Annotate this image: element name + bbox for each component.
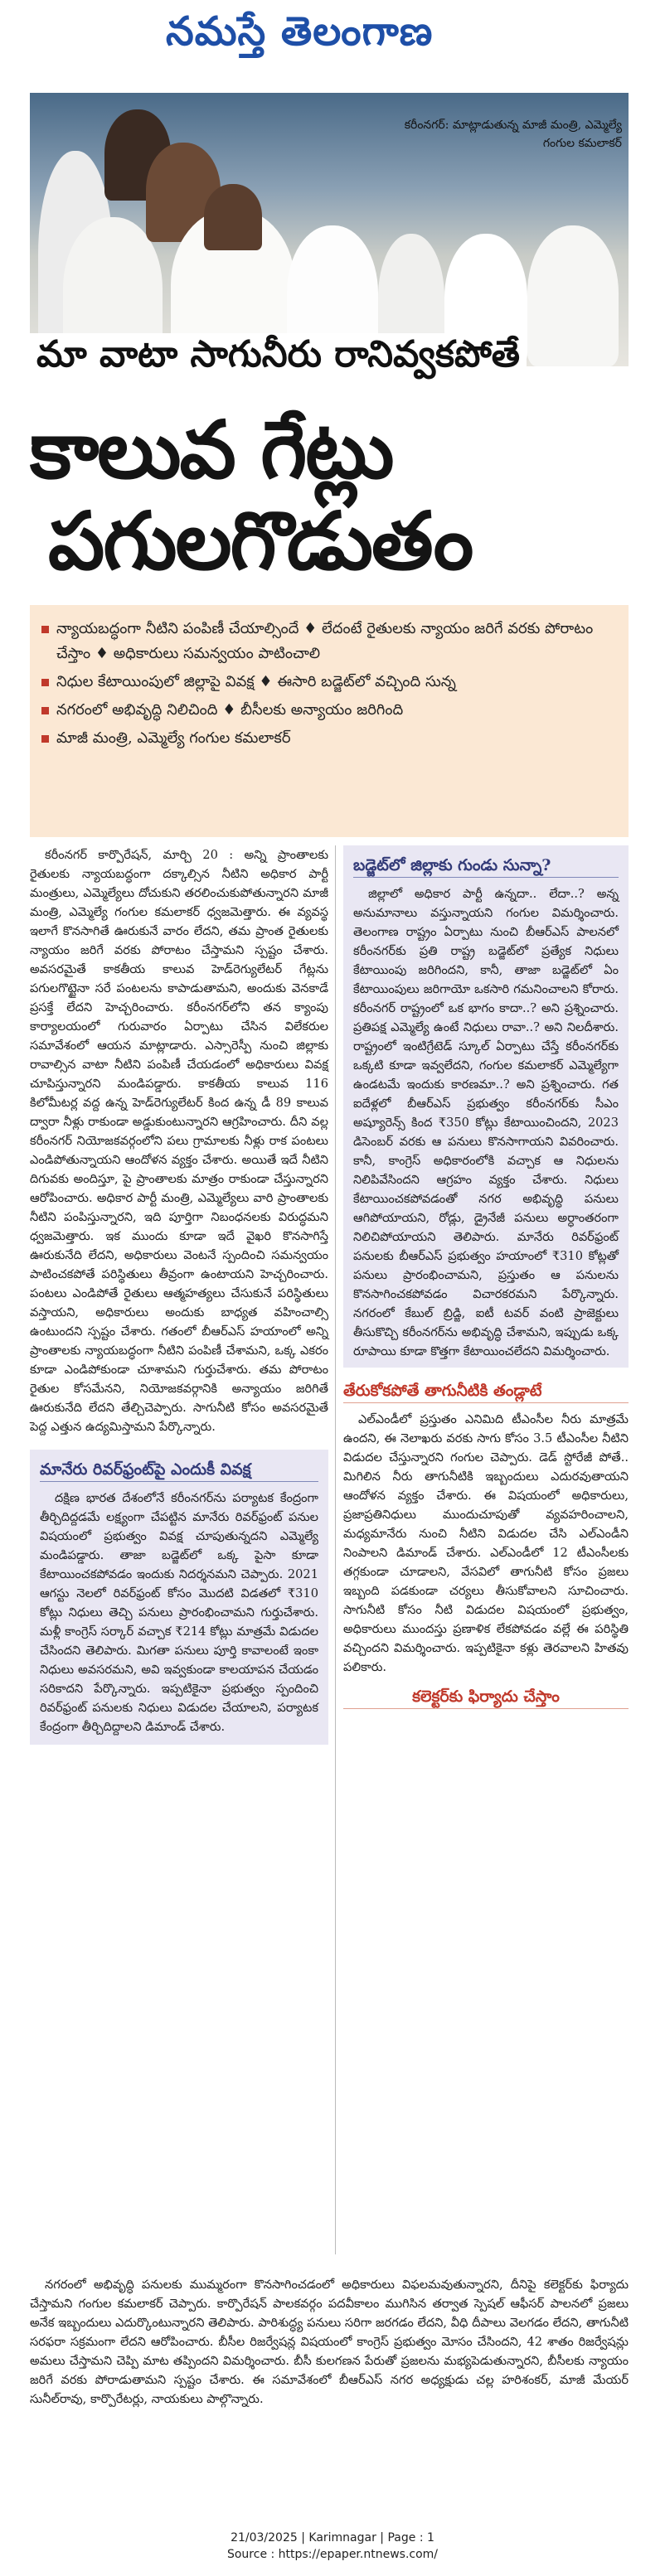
budget-sidebar [343, 845, 629, 1368]
footer-source: Source : https://epaper.ntnews.com/ [226, 2548, 439, 2561]
budget-subhead: బడ్జెట్‌లో జిల్లాకు గుండు సున్నా? [353, 854, 619, 878]
drinking-water-body: ఎల్‌ఎండీలో ప్రస్తుతం ఎనిమిది టీఎంసీల నీరు మాత్రమే ఉందని, ఈ నెలాఖరు వరకు సాగు కోసం 3.5 టీఎంసీల నీటిని విడుదల చేస్తున్నారని గంగుల చెప్పారు. డెడ్ స్టోరేజీ పోతే.. మిగిలిన నీరు తాగునీటికి ఇబ్బందులు ఎదురవుతాయని ఆందోళన వ్యక్తం చేశారు. ఈ విషయంలో అధికారులు, ప్రజాప్రతినిధులు ముందుచూపుతో వ్యవహరించాలని, మధ్యమానేరు నుంచి నీటిని విడుదల చేసి ఎల్‌ఎండీని నింపాలని డిమాండ్ చేశారు. ఎల్‌ఎండీలో 12 టీఎంసీలకు తగ్గకుండా చూడాలని, వేసవిలో తాగునీటి కోసం ప్రజలు ఇబ్బంది పడకుండా చర్యలు తీసుకోవాలని సూచించారు. సాగునీటి కోసం నీటి విడుదల విషయంలో ప్రభుత్వం, అధికారులు ముందస్తు ప్రణాళిక లేకపోవడం వల్లే ఈ పరిస్థితి వచ్చిందని విమర్శించారు. ఇప్పటికైనా కళ్లు తెరవాలని హితవు పలికారు. [343, 1412, 629, 1674]
headline-line-1: కాలువ గేట్లు [30, 403, 393, 496]
newspaper-logo: నమస్తే తెలంగాణ [166, 8, 434, 55]
highlight-item: నగరంలో అభివృద్ధి నిలిచింది ♦ బీసీలకు అన్యాయం జరిగింది [41, 698, 617, 723]
drinking-water-subhead: తేరుకోకపోతే తాగునీటికి తండ్లాటే [343, 1379, 629, 1403]
collector-section [343, 1685, 629, 1709]
collector-subhead: కలెక్టర్‌కు ఫిర్యాదు చేస్తాం [343, 1685, 629, 1709]
photo-caption: కరీంనగర్: మాట్లాడుతున్న మాజీ మంత్రి, ఎమ్మెల్యే గంగుల కమలాకర్ [404, 119, 622, 150]
left-column [30, 845, 328, 1745]
drinking-water-section [343, 1379, 629, 1677]
riverfront-body: దక్షిణ భారత దేశంలోనే కరీంనగర్‌ను పర్యాటక కేంద్రంగా తీర్చిదిద్దడమే లక్ష్యంగా చేపట్టిన మానేరు రివర్‌ఫ్రంట్ పనుల విషయంలో ప్రభుత్వం వివక్ష చూపుతున్నదని ఎమ్మెల్యే మండిపడ్డారు. తాజా బడ్జెట్‌లో ఒక్క పైసా కూడా కేటాయించకపోవడం ఇందుకు నిదర్శనమని చెప్పారు. 2021 ఆగస్టు నెలలో రివర్‌ఫ్రంట్ కోసం మొదటి విడతలో ₹310 కోట్లు నిధులు తెచ్చి పనులు ప్రారంభించామని గుర్తుచేశారు. మళ్లీ కాంగ్రెస్ సర్కార్ వచ్చాక ₹214 కోట్లు మాత్రమే విడుదల చేసిందని తెలిపారు. మిగతా పనులు పూర్తి కావాలంటే ఇంకా నిధులు అవసరమని, అవి ఇవ్వకుండా కాలయాపన చేయడం సరికాదని పేర్కొన్నారు. ఇప్పటికైనా ప్రభుత్వం స్పందించి రివర్‌ఫ్రంట్ పనులకు నిధులు విడుదల చేయాలని, పర్యాటక కేంద్రంగా తీర్చిదిద్దాలని డిమాండ్ చేశారు. [40, 1491, 318, 1734]
closing-body: నగరంలో అభివృద్ధి పనులకు ముమ్మరంగా కొనసాగించడంలో అధికారులు విఫలమవుతున్నారని, దీనిపై కలెక్టర్‌కు ఫిర్యాదు చేస్తామని గంగుల కమలాకర్ చెప్పారు. కార్పొరేషన్ పాలకవర్గం పదవీకాలం ముగిసిన తర్వాత స్పెషల్ ఆఫీసర్ పాలనలో ప్రజలు అనేక ఇబ్బందులు ఎదుర్కొంటున్నారని తెలిపారు. పారిశుద్ధ్య పనులు సరిగా జరగడం లేదని, వీధి దీపాలు వెలగడం లేదని, తాగునీటి సరఫరా సక్రమంగా లేదని ఆరోపించారు. బీసీల రిజర్వేషన్ల విషయంలో కాంగ్రెస్ ప్రభుత్వం మోసం చేసిందని, 42 శాతం రిజర్వేషన్లు అమలు చేస్తామని చెప్పి మాట తప్పిందని విమర్శించారు. బీసీ కులగణన పేరుతో ప్రజలను మభ్యపెడుతున్నారని, బీసీలకు న్యాయం జరిగే వరకు పోరాడుతామని స్పష్టం చేశారు. ఈ సమావేశంలో బీఆర్‌ఎస్ నగర అధ్యక్షుడు చల్ల హరిశంకర్, మాజీ మేయర్ సునీల్‌రావు, కార్పొరేటర్లు, నాయకులు పాల్గొన్నారు. [30, 2278, 629, 2406]
riverfront-box [30, 1450, 328, 1745]
highlight-item: మాజీ మంత్రి, ఎమ్మెల్యే గంగుల కమలాకర్ [41, 726, 617, 751]
article-photo [30, 93, 629, 366]
highlight-item: నిధుల కేటాయింపులో జిల్లాపై వివక్ష ♦ ఈసారి బడ్జెట్‌లో వచ్చింది సున్న [41, 670, 617, 695]
masthead [0, 0, 665, 83]
budget-body: జిల్లాలో అధికార పార్టీ ఉన్నదా.. లేదా..? అన్న అనుమానాలు వస్తున్నాయని గంగుల విమర్శించారు. తెలంగాణ రాష్ట్రం ఏర్పాటు నుంచి బీఆర్‌ఎస్ పాలనలో కరీంనగర్‌కు ప్రతి రాష్ట్ర బడ్జెట్‌లో ప్రత్యేక నిధులు కేటాయింపు జరిగిందని, కానీ, తాజా బడ్జెట్‌లో ఏం కేటాయింపులు జరిగాయో ఒకసారి గమనించాలని కోరారు. కరీంనగర్ రాష్ట్రంలో ఒక భాగం కాదా..? అని ప్రశ్నించారు. ప్రతిపక్ష ఎమ్మెల్యే ఉంటే నిధులు రావా..? అని నిలదీశారు. రాష్ట్రంలో ఇంటిగ్రేటెడ్ స్కూల్ ఏర్పాటు చేస్తే కరీంనగర్‌కు ఒక్కటి కూడా ఇవ్వలేదని, గంగుల కమలాకర్ ఎమ్మెల్యేగా ఉండటమే ఇందుకు కారణమా..? అని ప్రశ్నించారు. గత ఐదేళ్లలో బీఆర్‌ఎస్ ప్రభుత్వం కరీంనగర్‌కు సీఎం అష్యూరెన్స్ కింద ₹350 కోట్లు కేటాయించిందని, 2023 డిసెంబర్ వరకు ఆ పనులు కొనసాగాయని వివరించారు. కానీ, కాంగ్రెస్ అధికారంలోకి వచ్చాక ఆ నిధులను నిలిపివేసిందని ఆగ్రహం వ్యక్తం చేశారు. నిధులు కేటాయించకపోవడంతో నగర అభివృద్ధి పనులు ఆగిపోయాయని, రోడ్లు, డ్రైనేజీ పనులు అర్ధాంతరంగా నిలిచిపోయాయని తెలిపారు. మానేరు రివర్‌ఫ్రంట్ పనులకు బీఆర్‌ఎస్ ప్రభుత్వం హయాంలో ₹310 కోట్లతో పనులు ప్రారంభించామని, ప్రస్తుతం ఆ పనులను కొనసాగించకపోవడం విచారకరమని పేర్కొన్నారు. నగరంలో కేబుల్ బ్రిడ్జి, ఐటీ టవర్ వంటి ప్రాజెక్టులు తీసుకొచ్చి కరీంనగర్‌ను అభివృద్ధి చేశామని, ఇప్పుడు ఒక్క రూపాయి కూడా కొత్తగా కేటాయించలేదని విమర్శించారు. [353, 887, 619, 1358]
page-footer [0, 2530, 665, 2563]
riverfront-subhead: మానేరు రివర్‌ఫ్రంట్‌పై ఎందుకీ వివక్ష [40, 1458, 318, 1482]
footer-date-edition: 21/03/2025 | Karimnagar | Page : 1 [231, 2531, 434, 2545]
article-kicker: మా వాటా సాగునీరు రానివ్వకపోతే [30, 333, 527, 385]
highlight-item: న్యాయబద్ధంగా నీటిని పంపిణీ చేయాల్సిందే ♦ లేదంటే రైతులకు న్యాయం జరిగే వరకు పోరాటం చేస్తాం ♦ అధికారులు సమన్వయం పాటించాలి [41, 617, 617, 666]
article-body: కరీంనగర్ కార్పొరేషన్, మార్చి 20 : అన్ని ప్రాంతాలకు రైతులకు న్యాయబద్ధంగా దక్కాల్సిన నీటిని అధికార పార్టీ మంత్రులు, ఎమ్మెల్యేలు దోచుకుని తరలించుకుపోతున్నారని మాజీ మంత్రి, ఎమ్మెల్యే గంగుల కమలాకర్ ధ్వజమెత్తారు. ఈ వ్యవస్థ ఇలాగే కొనసాగితే ఊరుకునే వారం లేదని, తమ ప్రాంత రైతులకు న్యాయం జరిగే వరకు పోరాటం చేస్తామని స్పష్టం చేశారు. అవసరమైతే కాకతీయ కాలువ హెడ్‌రెగ్యులేటర్ గేట్లను పగులగొట్టైనా సరే పంటలను కాపాడుతామని, అందుకు వెనకాడే ప్రసక్తే లేదని హెచ్చరించారు. కరీంనగర్‌లోని తన క్యాంపు కార్యాలయంలో గురువారం ఏర్పాటు చేసిన విలేకరుల సమావేశంలో ఆయన మాట్లాడారు. ఎస్సారెస్పీ నుంచి జిల్లాకు రావాల్సిన వాటా నీటిని పంపిణీ చేయడంలో అధికారులు వివక్ష చూపిస్తున్నారని మండిపడ్డారు. కాకతీయ కాలువ 116 కిలోమీటర్ల వద్ద ఉన్న హెడ్‌రెగ్యులేటర్ కింద ఉన్న డీ 89 కాలువ ద్వారా నీళ్లు రాకుండా అడ్డుకుంటున్నారని ఆగ్రహించారు. దీని వల్ల కరీంనగర్ నియోజకవర్గంలోని పలు గ్రామాలకు నీళ్లు రాక పంటలు ఎండిపోతున్నాయని ఆందోళన వ్యక్తం చేశారు. అయితే ఇదే నీటిని దిగువకు అందిస్తూ, పై ప్రాంతాలకు మాత్రం రాకుండా చేస్తున్నారని ఆరోపించారు. అధికార పార్టీ మంత్రి, ఎమ్మెల్యేలు వారి ప్రాంతాలకు నీటిని పంపిస్తున్నారని, ఇది పూర్తిగా నిబంధనలకు విరుద్ధమని ధ్వజమెత్తారు. ఇక ముందు కూడా ఇదే వైఖరి కొనసాగిస్తే ఊరుకునేది లేదని, అధికారులు వెంటనే స్పందించి సమన్వయం పాటించకపోతే పరిస్థితులు తీవ్రంగా ఉంటాయని హెచ్చరించారు. పంటలు ఎండిపోతే రైతులు ఆత్మహత్యలు చేసుకునే పరిస్థితులు వస్తాయని, అధికారులు అందుకు బాధ్యత వహించాల్సి ఉంటుందని స్పష్టం చేశారు. గతంలో బీఆర్‌ఎస్ హయాంలో అన్ని ప్రాంతాలకు న్యాయబద్ధంగా నీటిని పంపిణీ చేశామని, ఒక్క ఎకరం కూడా ఎండిపోకుండా చూశామని గుర్తుచేశారు. తమ పోరాటం రైతుల కోసమేనని, నియోజకవర్గానికి అన్యాయం జరిగితే ఊరుకునేది లేదని తేల్చిచెప్పారు. సాగునీటి కోసం అవసరమైతే పెద్ద ఎత్తున ఉద్యమిస్తామని పేర్కొన్నారు. [30, 848, 328, 1434]
headline-line-2: పగులగొడుతం [48, 494, 473, 588]
right-column [343, 845, 629, 1716]
highlights-box [30, 605, 629, 837]
column-divider [335, 845, 336, 2254]
closing-paragraph [30, 2275, 629, 2409]
